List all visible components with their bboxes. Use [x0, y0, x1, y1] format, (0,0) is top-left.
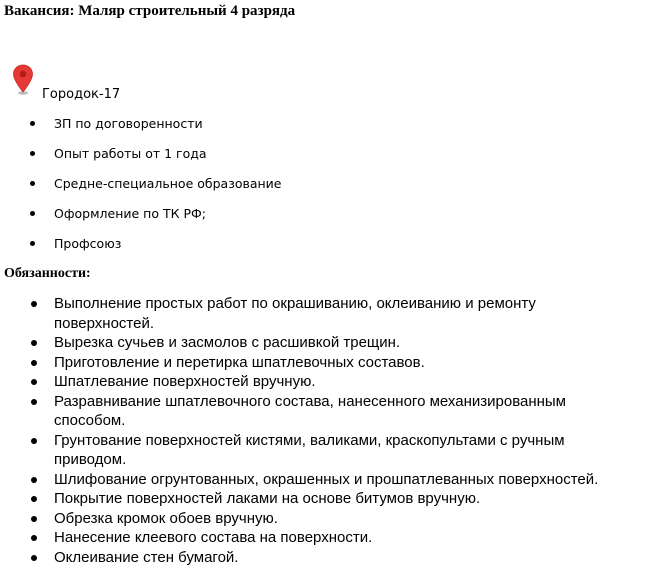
- bullet-icon: [31, 340, 37, 346]
- summary-item: [0, 145, 282, 175]
- duty-item-text: Обрезка кромок обоев вручную.: [54, 509, 278, 527]
- duty-item-text: Шлифование огрунтованных, окрашенных и прошпатлеванных поверхностей.: [54, 470, 599, 488]
- bullet-icon: [30, 151, 35, 156]
- summary-item-text: Средне-специальное образование: [54, 176, 282, 191]
- duty-item-text: Покрытие поверхностей лаками на основе битумов вручную.: [54, 490, 481, 507]
- summary-item-text: ЗП по договоренности: [54, 116, 203, 131]
- summary-item: [0, 115, 282, 145]
- duty-item-text: Оклеивание стен бумагой.: [54, 548, 239, 566]
- bullet-icon: [31, 379, 37, 385]
- duty-item: [0, 333, 640, 353]
- bullet-icon: [30, 211, 35, 216]
- bullet-icon: [31, 555, 37, 561]
- summary-item: [0, 235, 282, 265]
- summary-item-text: Оформление по ТК РФ;: [54, 206, 206, 221]
- duty-item-text: Вырезка сучьев и засмолов с расшивкой трещин.: [54, 334, 401, 351]
- bullet-icon: [30, 181, 35, 186]
- duty-item-text: Грунтование поверхностей кистями, валиками, краскопультами с ручным приводом.: [54, 431, 565, 468]
- duty-item: [0, 528, 640, 548]
- bullet-icon: [31, 516, 37, 522]
- duty-item: [0, 372, 640, 392]
- bullet-icon: [31, 477, 37, 483]
- bullet-icon: [31, 301, 37, 307]
- bullet-icon: [31, 360, 37, 366]
- duty-item: [0, 392, 640, 431]
- duty-item-text: Приготовление и перетирка шпатлевочных составов.: [54, 353, 425, 371]
- vacancy-summary-list: [0, 115, 282, 265]
- bullet-icon: [30, 121, 35, 126]
- duty-item: [0, 470, 640, 490]
- bullet-icon: [31, 438, 37, 444]
- duty-item-text: Нанесение клеевого состава на поверхности.: [54, 529, 373, 546]
- duty-item: [0, 353, 640, 373]
- duties-list: [0, 294, 640, 567]
- duty-item-text: Выполнение простых работ по окрашиванию, оклеиванию и ремонту поверхностей.: [54, 295, 536, 332]
- summary-item: [0, 205, 282, 235]
- duty-item: [0, 509, 640, 529]
- summary-item: [0, 175, 282, 205]
- duty-item: [0, 431, 640, 470]
- duty-item: [0, 548, 640, 568]
- summary-item-text: Опыт работы от 1 года: [54, 146, 207, 161]
- summary-item-text: Профсоюз: [54, 236, 122, 251]
- bullet-icon: [31, 496, 37, 502]
- bullet-icon: [31, 535, 37, 541]
- duty-item: [0, 294, 640, 333]
- duty-item-text: Разравнивание шпатлевочного состава, нанесенного механизированным способом.: [54, 392, 566, 429]
- map-pin-icon: [12, 64, 34, 96]
- vacancy-title: Вакансия: Маляр строительный 4 разряда: [4, 3, 296, 19]
- bullet-icon: [31, 399, 37, 405]
- duty-item-text: Шпатлевание поверхностей вручную.: [54, 373, 316, 390]
- duty-item: [0, 489, 640, 509]
- bullet-icon: [30, 241, 35, 246]
- duties-heading: Обязанности:: [4, 266, 91, 281]
- location-name: Городок-17: [42, 87, 121, 102]
